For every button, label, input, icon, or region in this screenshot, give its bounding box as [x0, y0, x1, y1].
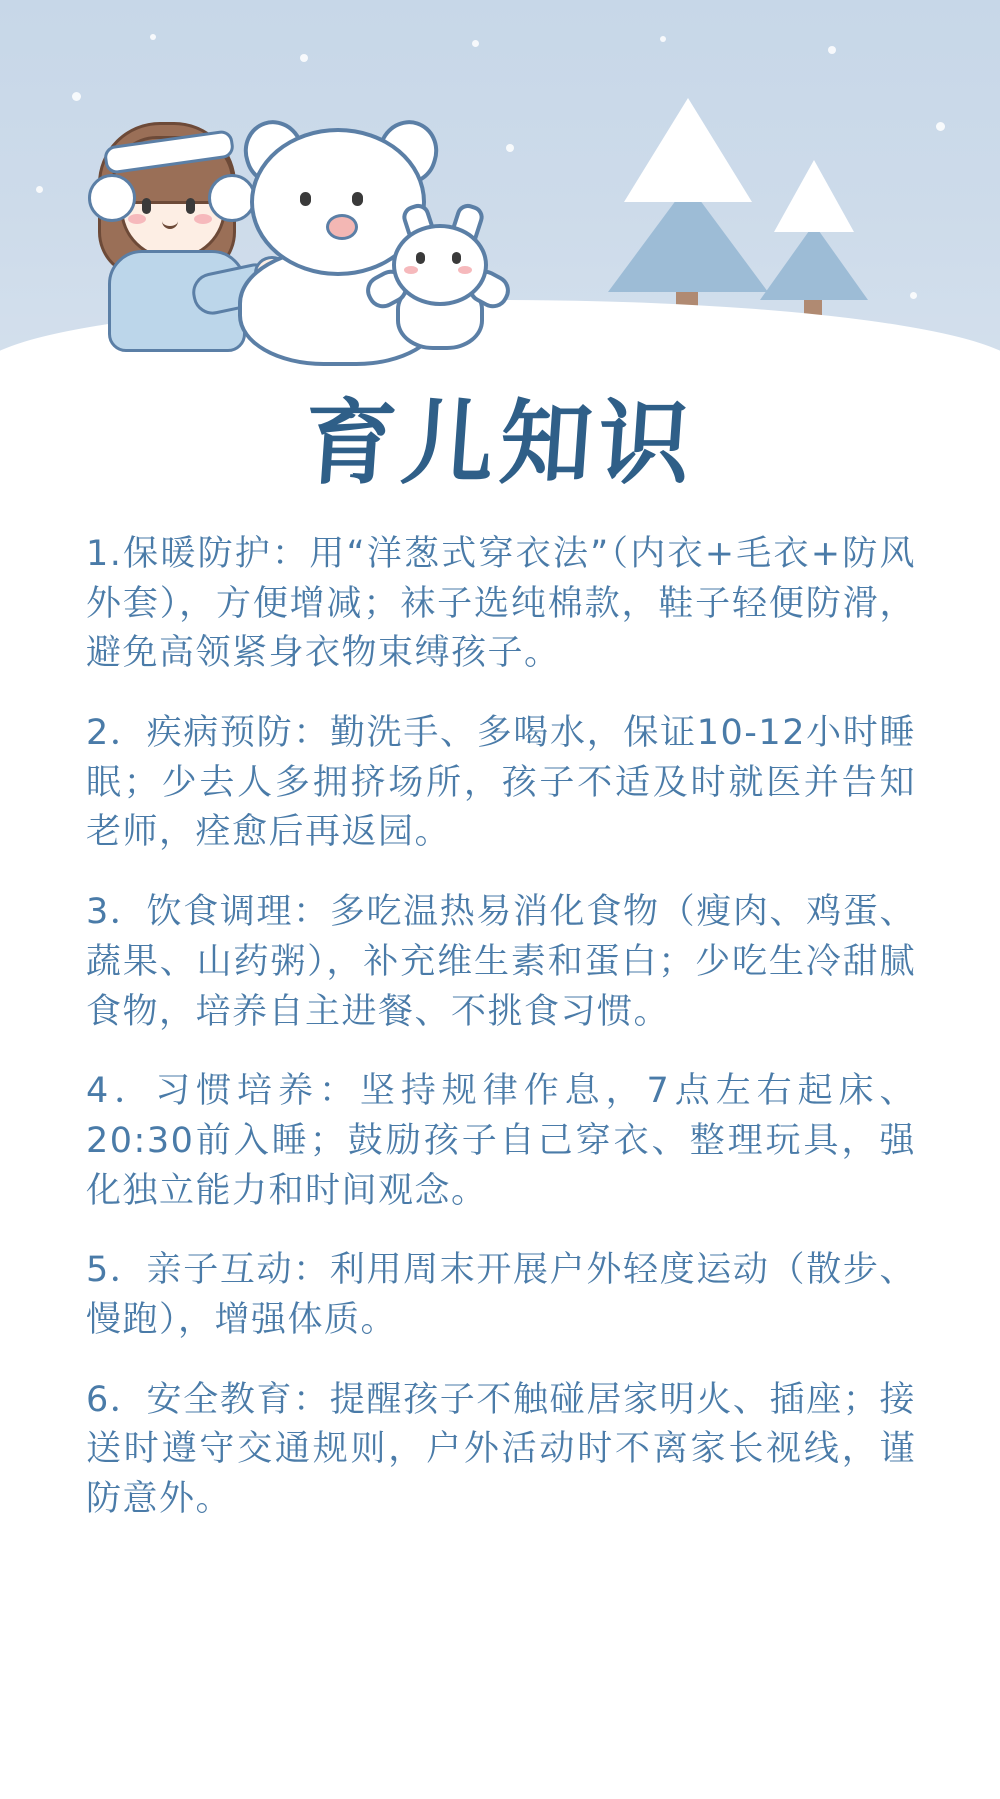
title-container — [0, 390, 1000, 497]
list-item: 3．饮食调理：多吃温热易消化食物（瘦肉、鸡蛋、蔬果、山药粥），补充维生素和蛋白；少吃生冷甜腻食物，培养自主进餐、不挑食习惯。 — [86, 892, 916, 1032]
list-item: 2．疾病预防：勤洗手、多喝水，保证10-12小时睡眠；少去人多拥挤场所，孩子不适及时就医并告知老师，痊愈后再返园。 — [86, 713, 916, 853]
snowflake-icon — [472, 40, 479, 47]
girl-cheek-left — [128, 214, 146, 224]
bunny-eye-left — [416, 252, 425, 264]
tree-snow-cap — [774, 160, 854, 232]
page-title: 育儿知识 — [300, 390, 700, 497]
snowflake-icon — [150, 34, 156, 40]
pine-tree-large-icon — [598, 98, 778, 328]
list-item: 1.保暖防护：用“洋葱式穿衣法”（内衣+毛衣+防风外套），方便增减；袜子选纯棉款，鞋子轻便防滑，避免高领紧身衣物束缚孩子。 — [86, 534, 916, 674]
bear-nose — [326, 214, 358, 240]
tips-list — [86, 530, 916, 1525]
bunny-cheek-right — [458, 266, 472, 274]
list-item: 5．亲子互动：利用周末开展户外轻度运动（散步、慢跑），增强体质。 — [86, 1250, 916, 1340]
snowflake-icon — [910, 292, 917, 299]
snowflake-icon — [660, 36, 666, 42]
bunny-head — [392, 224, 488, 306]
tree-body — [760, 224, 868, 300]
pine-tree-small-icon — [752, 158, 877, 333]
bunny-cheek-left — [404, 266, 418, 274]
snowflake-icon — [506, 144, 514, 152]
bear-eye-left — [300, 192, 311, 206]
bear-eye-right — [352, 192, 363, 206]
snowflake-icon — [300, 54, 308, 62]
girl-eye-left — [142, 198, 151, 214]
snowflake-icon — [72, 92, 81, 101]
girl-eye-right — [186, 198, 195, 214]
list-item: 6．安全教育：提醒孩子不触碰居家明火、插座；接送时遵守交通规则，户外活动时不离家长视线，谨防意外。 — [86, 1379, 916, 1519]
snow-bunny-icon — [370, 218, 500, 348]
bunny-eye-right — [452, 252, 461, 264]
snowflake-icon — [36, 186, 43, 193]
girl-earmuff-left — [88, 174, 136, 222]
girl-cheek-right — [194, 214, 212, 224]
snowflake-icon — [936, 122, 945, 131]
tree-snow-cap — [624, 98, 752, 202]
list-item: 4．习惯培养：坚持规律作息，7点左右起床、20:30前入睡；鼓励孩子自己穿衣、整理玩具，强化独立能力和时间观念。 — [86, 1071, 916, 1211]
snowflake-icon — [828, 46, 836, 54]
